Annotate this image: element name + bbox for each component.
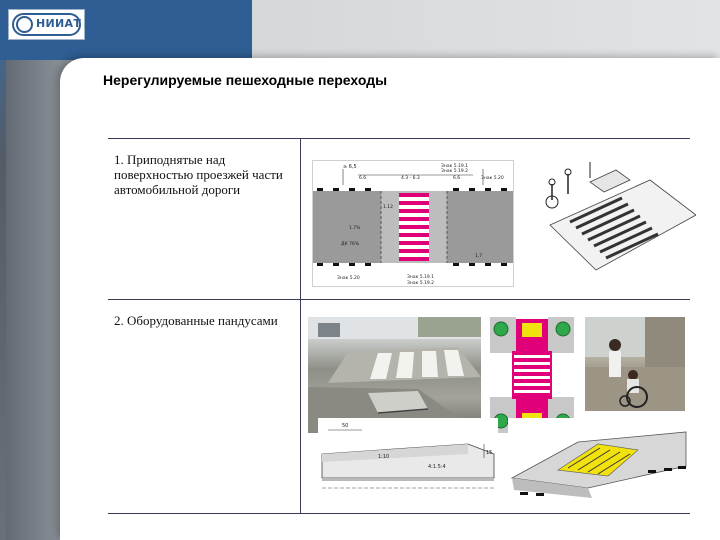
raised-crossing-plan-drawing	[312, 160, 514, 287]
left-edge-strip	[0, 0, 6, 540]
wheelchair-users-photo	[585, 317, 685, 411]
plan-label-bottom-sign: Знак 5.19.1	[407, 275, 435, 280]
table-middle-rule	[108, 299, 690, 300]
table-bottom-rule	[108, 513, 690, 514]
plan-label-bottom-sign2: Знак 5.19.2	[407, 281, 435, 286]
ramp-crossing-photo	[308, 317, 481, 433]
section-label-mid: 4:1.5:4	[428, 464, 446, 470]
ramp-section-drawing	[318, 418, 498, 500]
logo-text: НИИАТ	[36, 17, 82, 30]
plan-label-bottom-left: Знак 5.20	[337, 276, 360, 281]
plan-label-sign-top: Знак 5.19.1	[441, 164, 469, 169]
logo-seal-icon	[16, 16, 33, 33]
section-label-other: 1:10	[378, 454, 390, 460]
ramp-3d-drawing	[508, 418, 690, 500]
section-label-right: 15	[486, 450, 493, 456]
ramp-crossing-plan-drawing	[490, 317, 574, 433]
plan-label-right-low: 1,7	[475, 254, 483, 259]
plan-label-top-left: ≥ 6,5	[343, 164, 357, 170]
plan-label-top-mid2: 4.3 - 6.3	[401, 176, 420, 181]
section-label-top: 50	[342, 423, 349, 429]
niiat-logo	[8, 9, 85, 40]
plan-label-left-low: ДК 76%	[341, 242, 360, 247]
table-top-rule	[108, 138, 690, 139]
plan-label-sign-top2: Знак 5.19.2	[441, 169, 469, 174]
item-ramps-label: 2. Оборудованные пандусами	[114, 313, 278, 328]
logo-frame	[12, 13, 81, 36]
table-column-divider	[300, 138, 301, 513]
plan-label-left-mid: 1.7%	[349, 226, 361, 231]
item-raised-crossing-label: 1. Приподнятые над поверхностью проезжей части автомобильной дороги	[114, 152, 283, 197]
raised-crossing-isometric-drawing	[530, 160, 696, 287]
plan-label-dim-mid: 1.12	[383, 205, 394, 210]
plan-label-top-mid1: 6.6	[359, 176, 367, 181]
plan-label-top-mid3: 6.6	[453, 176, 461, 181]
slide-title: Нерегулируемые пешеходные переходы	[103, 72, 388, 88]
plan-label-sign-right: Знак 5.20	[481, 176, 504, 181]
